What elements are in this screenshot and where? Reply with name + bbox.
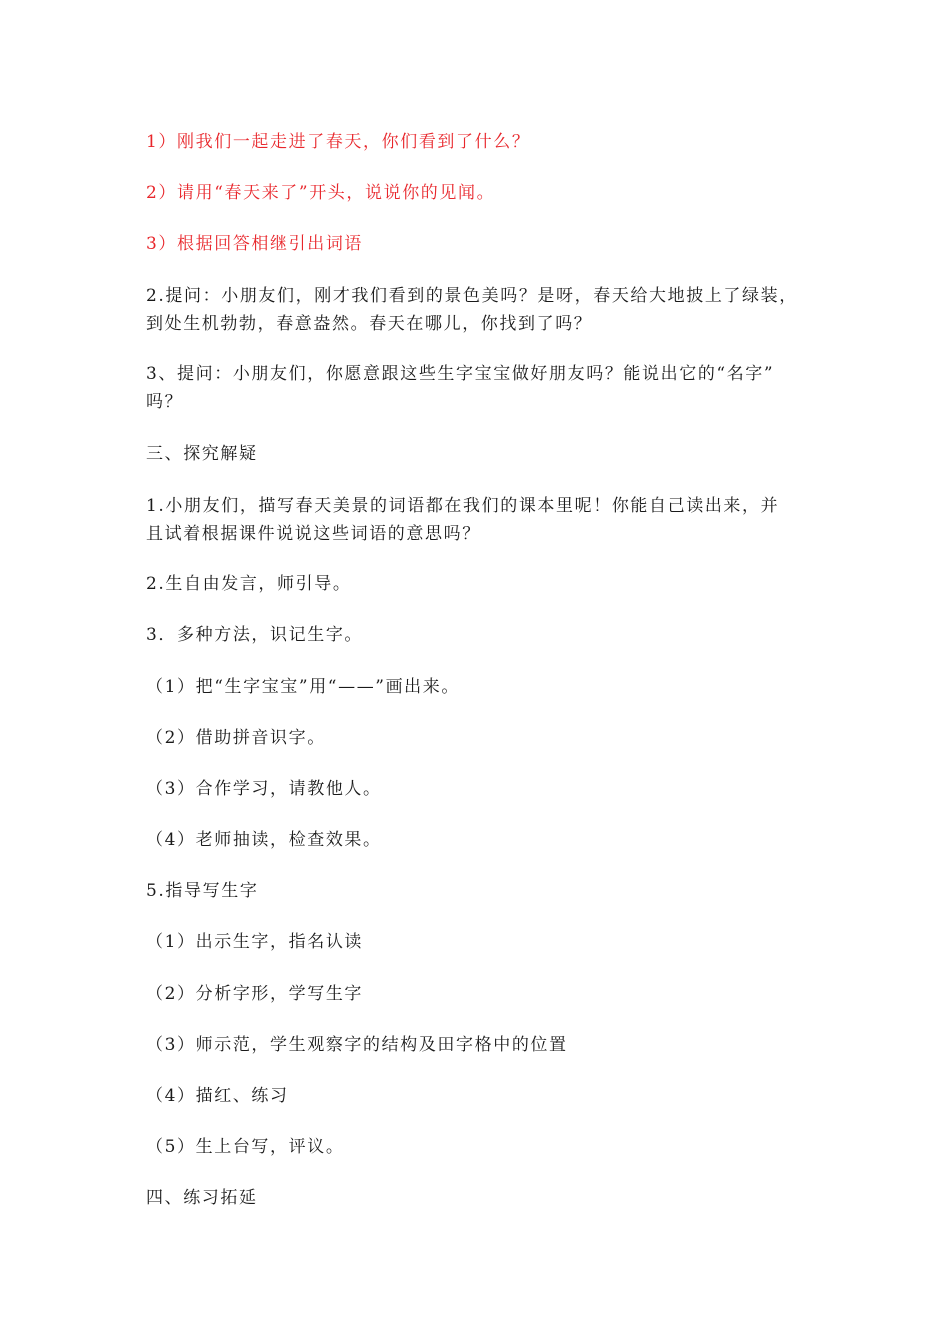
list-item: （3）合作学习，请教他人。 — [146, 779, 382, 799]
section-subheading: 5.指导写生字 — [146, 881, 259, 901]
paragraph-explore — [146, 492, 806, 548]
list-item: （2）分析字形，学写生字 — [146, 984, 364, 1004]
list-item: （4）老师抽读，检查效果。 — [146, 830, 382, 850]
section-heading-4: 四、练习拓延 — [146, 1188, 258, 1208]
paragraph-line: 2.提问：小朋友们，刚才我们看到的景色美吗？是呀，春天给大地披上了绿装， — [146, 286, 798, 306]
paragraph-line: 吗？ — [146, 392, 184, 412]
paragraph-line: 1.小朋友们，描写春天美景的词语都在我们的课本里呢！你能自己读出来，并 — [146, 496, 780, 516]
list-item: （1）把“生字宝宝”用“——”画出来。 — [146, 677, 460, 697]
question-1: 1）刚我们一起走进了春天，你们看到了什么？ — [146, 132, 531, 152]
list-item: 3．多种方法，识记生字。 — [146, 625, 364, 645]
section-heading-3: 三、探究解疑 — [146, 444, 258, 464]
paragraph-ask-2 — [146, 360, 806, 416]
question-2: 2）请用“春天来了”开头，说说你的见闻。 — [146, 183, 496, 203]
list-item: （2）借助拼音识字。 — [146, 728, 326, 748]
list-item: （4）描红、练习 — [146, 1086, 289, 1106]
list-item: （3）师示范，学生观察字的结构及田字格中的位置 — [146, 1035, 568, 1055]
paragraph-line: 3、提问：小朋友们，你愿意跟这些生字宝宝做好朋友吗？能说出它的“名字” — [146, 364, 775, 384]
paragraph-line: 且试着根据课件说说这些词语的意思吗？ — [146, 524, 481, 544]
list-item: 2.生自由发言，师引导。 — [146, 574, 352, 594]
paragraph-ask-1 — [146, 282, 806, 338]
list-item: （5）生上台写，评议。 — [146, 1137, 345, 1157]
paragraph-line: 到处生机勃勃，春意盎然。春天在哪儿，你找到了吗？ — [146, 314, 593, 334]
list-item: （1）出示生字，指名认读 — [146, 932, 364, 952]
question-3: 3）根据回答相继引出词语 — [146, 234, 364, 254]
